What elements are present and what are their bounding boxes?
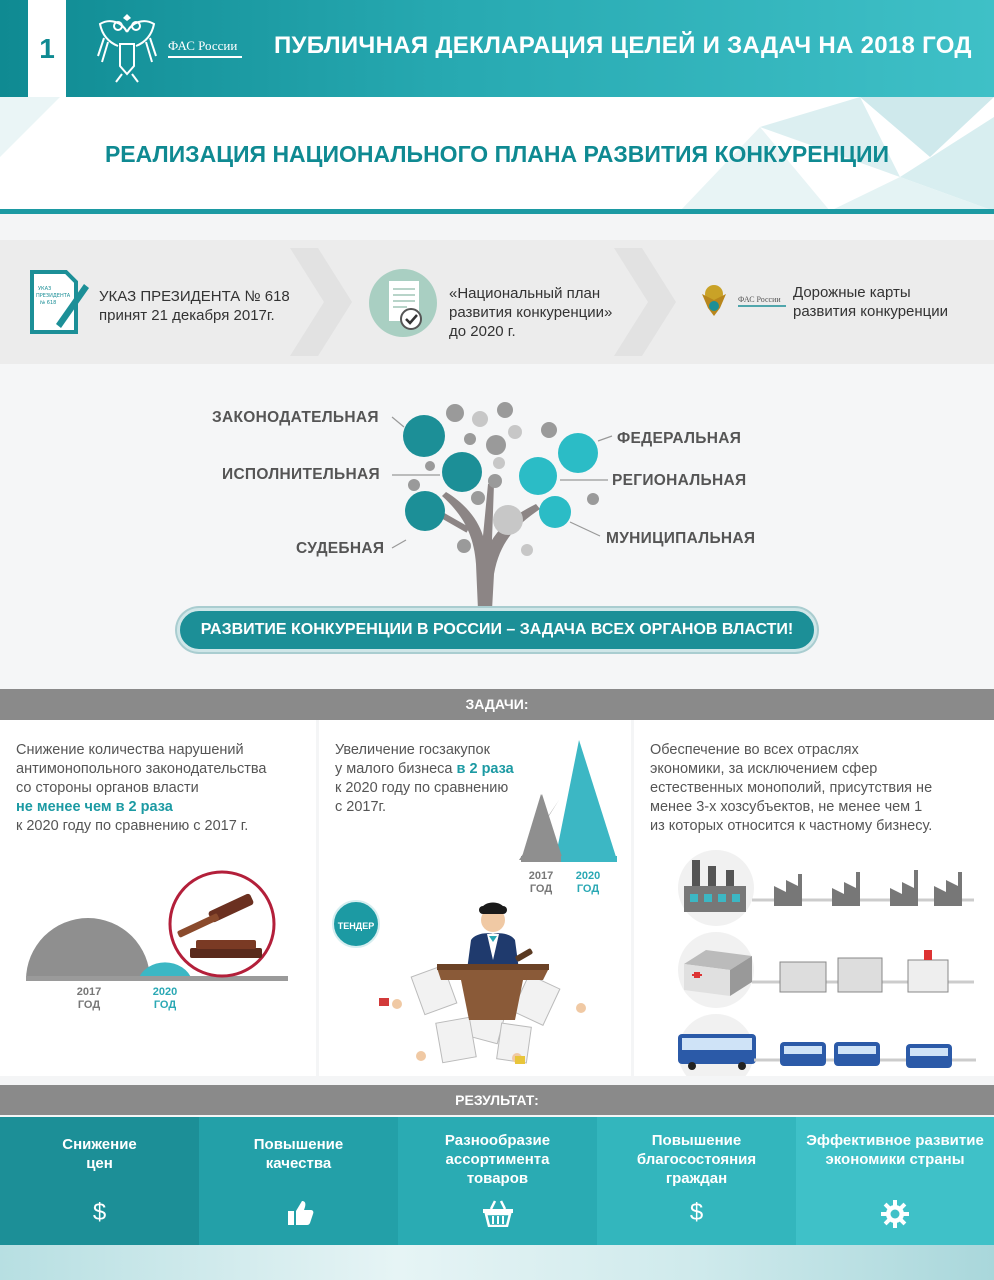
result-label <box>199 1135 398 1173</box>
result-product-variety <box>398 1117 597 1245</box>
decree-date: принят 21 декабря 2017г. <box>99 307 275 324</box>
branch-label-executive: ИСПОЛНИТЕЛЬНАЯ <box>222 466 380 483</box>
year-value: 2020 <box>152 986 178 998</box>
year-2017-label <box>526 870 556 896</box>
svg-text:УКАЗ: УКАЗ <box>38 286 52 292</box>
roadmap-line: Дорожные карты <box>793 284 911 301</box>
competition-banner: РАЗВИТИЕ КОНКУРЕНЦИИ В РОССИИ – ЗАДАЧА ВСЕХ ОРГАНОВ ВЛАСТИ! <box>177 608 817 652</box>
steps-band <box>0 240 994 364</box>
section-title: РЕАЛИЗАЦИЯ НАЦИОНАЛЬНОГО ПЛАНА РАЗВИТИЯ КОНКУРЕНЦИИ <box>104 141 890 167</box>
result-line: Разнообразие <box>444 1132 551 1149</box>
decree-document-icon <box>28 270 90 334</box>
task-line-part: у малого бизнеса <box>335 761 457 777</box>
result-label <box>398 1131 597 1188</box>
tender-badge: ТЕНДЕР <box>332 900 380 948</box>
decorative-footer <box>0 1245 994 1280</box>
decree-text <box>99 287 290 325</box>
thumbs-up-icon <box>199 1199 398 1235</box>
result-line: Снижение <box>62 1136 137 1153</box>
fas-emblem-icon <box>694 280 789 324</box>
result-citizen-welfare <box>597 1117 796 1245</box>
plan-line: до 2020 г. <box>449 323 516 340</box>
result-label <box>597 1131 796 1188</box>
result-label <box>0 1135 199 1173</box>
basket-icon <box>398 1199 597 1235</box>
plan-line: развития конкуренции» <box>449 304 613 321</box>
task-card-competition-sectors <box>634 720 994 1076</box>
task-line: менее 3-х хозсубъектов, не менее чем 1 <box>650 799 923 815</box>
result-line: товаров <box>466 1170 529 1187</box>
results-heading: РЕЗУЛЬТАТ: <box>0 1085 994 1115</box>
result-line: экономики страны <box>825 1151 965 1168</box>
task-line: к 2020 году по сравнению <box>335 780 509 796</box>
page-title: ПУБЛИЧНАЯ ДЕКЛАРАЦИЯ ЦЕЛЕЙ И ЗАДАЧ НА 2018 ГОД <box>274 32 972 59</box>
task-line: экономики, за исключением сфер <box>650 761 878 777</box>
dollar-icon: $ <box>92 1199 107 1226</box>
task-line: антимонопольного законодательства <box>16 761 267 777</box>
branch-label-legislative: ЗАКОНОДАТЕЛЬНАЯ <box>212 409 379 426</box>
year-value: 2020 <box>575 870 601 882</box>
task-line: из которых относится к частному бизнесу. <box>650 818 933 834</box>
branch-label-regional: РЕГИОНАЛЬНАЯ <box>612 472 747 489</box>
violations-comparison-chart <box>0 860 316 1000</box>
task-line: к 2020 году по сравнению с 2017 г. <box>16 818 249 834</box>
divider <box>0 209 994 214</box>
year-unit: ГОД <box>576 883 600 895</box>
task-highlight: не менее чем в 2 раза <box>16 799 173 815</box>
task-description <box>16 741 266 836</box>
year-2020-label <box>150 986 180 1012</box>
svg-text:ПРЕЗИДЕНТА: ПРЕЗИДЕНТА <box>36 293 71 299</box>
header-bar <box>0 0 994 97</box>
task-card-procurement <box>319 720 631 1076</box>
result-line: Повышение <box>253 1136 344 1153</box>
branch-label-federal: ФЕДЕРАЛЬНАЯ <box>617 430 742 447</box>
result-economic-development <box>796 1117 994 1245</box>
result-line: цен <box>86 1155 113 1172</box>
year-2020-label <box>573 870 603 896</box>
result-line: благосостояния <box>636 1151 757 1168</box>
task-line: с 2017г. <box>335 799 387 815</box>
task-card-violations <box>0 720 316 1076</box>
dollar-icon: $ <box>689 1199 704 1226</box>
year-value: 2017 <box>528 870 554 882</box>
task-line: со стороны органов власти <box>16 780 199 796</box>
org-name: ФАС России <box>168 38 238 53</box>
roadmap-line: развития конкуренции <box>793 303 949 320</box>
branch-label-municipal: МУНИЦИПАЛЬНАЯ <box>606 530 756 547</box>
result-line: граждан <box>665 1170 728 1187</box>
decree-title: УКАЗ ПРЕЗИДЕНТА № 618 <box>99 288 290 305</box>
result-line: качества <box>265 1155 332 1172</box>
year-unit: ГОД <box>153 999 177 1011</box>
year-unit: ГОД <box>77 999 101 1011</box>
page-number: 1 <box>28 0 66 97</box>
year-unit: ГОД <box>529 883 553 895</box>
year-value: 2017 <box>76 986 102 998</box>
roadmap-text <box>793 283 948 321</box>
result-line: Повышение <box>651 1132 742 1149</box>
task-highlight: в 2 раза <box>456 761 514 777</box>
task-line: Снижение количества нарушений <box>16 742 244 758</box>
gear-icon <box>796 1199 994 1235</box>
result-lower-prices <box>0 1117 199 1245</box>
result-line: ассортимента <box>445 1151 550 1168</box>
task-line: естественных монополий, присутствия не <box>650 780 933 796</box>
plan-line: «Национальный план <box>449 285 601 302</box>
divider <box>168 56 242 58</box>
svg-text:ФАС России: ФАС России <box>738 295 781 304</box>
result-label <box>796 1131 994 1169</box>
task-line: Увеличение госзакупок <box>335 742 490 758</box>
plan-document-check-icon <box>367 267 439 339</box>
year-2017-label <box>74 986 104 1012</box>
tasks-heading: ЗАДАЧИ: <box>0 689 994 720</box>
procurement-comparison-chart <box>319 734 631 874</box>
result-higher-quality <box>199 1117 398 1245</box>
result-line: Эффективное развитие <box>806 1132 984 1149</box>
svg-text:№ 618: № 618 <box>40 300 57 306</box>
tree-illustration <box>0 364 994 624</box>
plan-text <box>449 284 612 341</box>
sector-icons <box>634 846 994 1076</box>
subheader <box>0 97 994 211</box>
branch-label-judicial: СУДЕБНАЯ <box>296 540 385 557</box>
task-description <box>650 741 932 836</box>
double-headed-eagle-icon <box>92 12 162 86</box>
task-line: Обеспечение во всех отраслях <box>650 742 859 758</box>
